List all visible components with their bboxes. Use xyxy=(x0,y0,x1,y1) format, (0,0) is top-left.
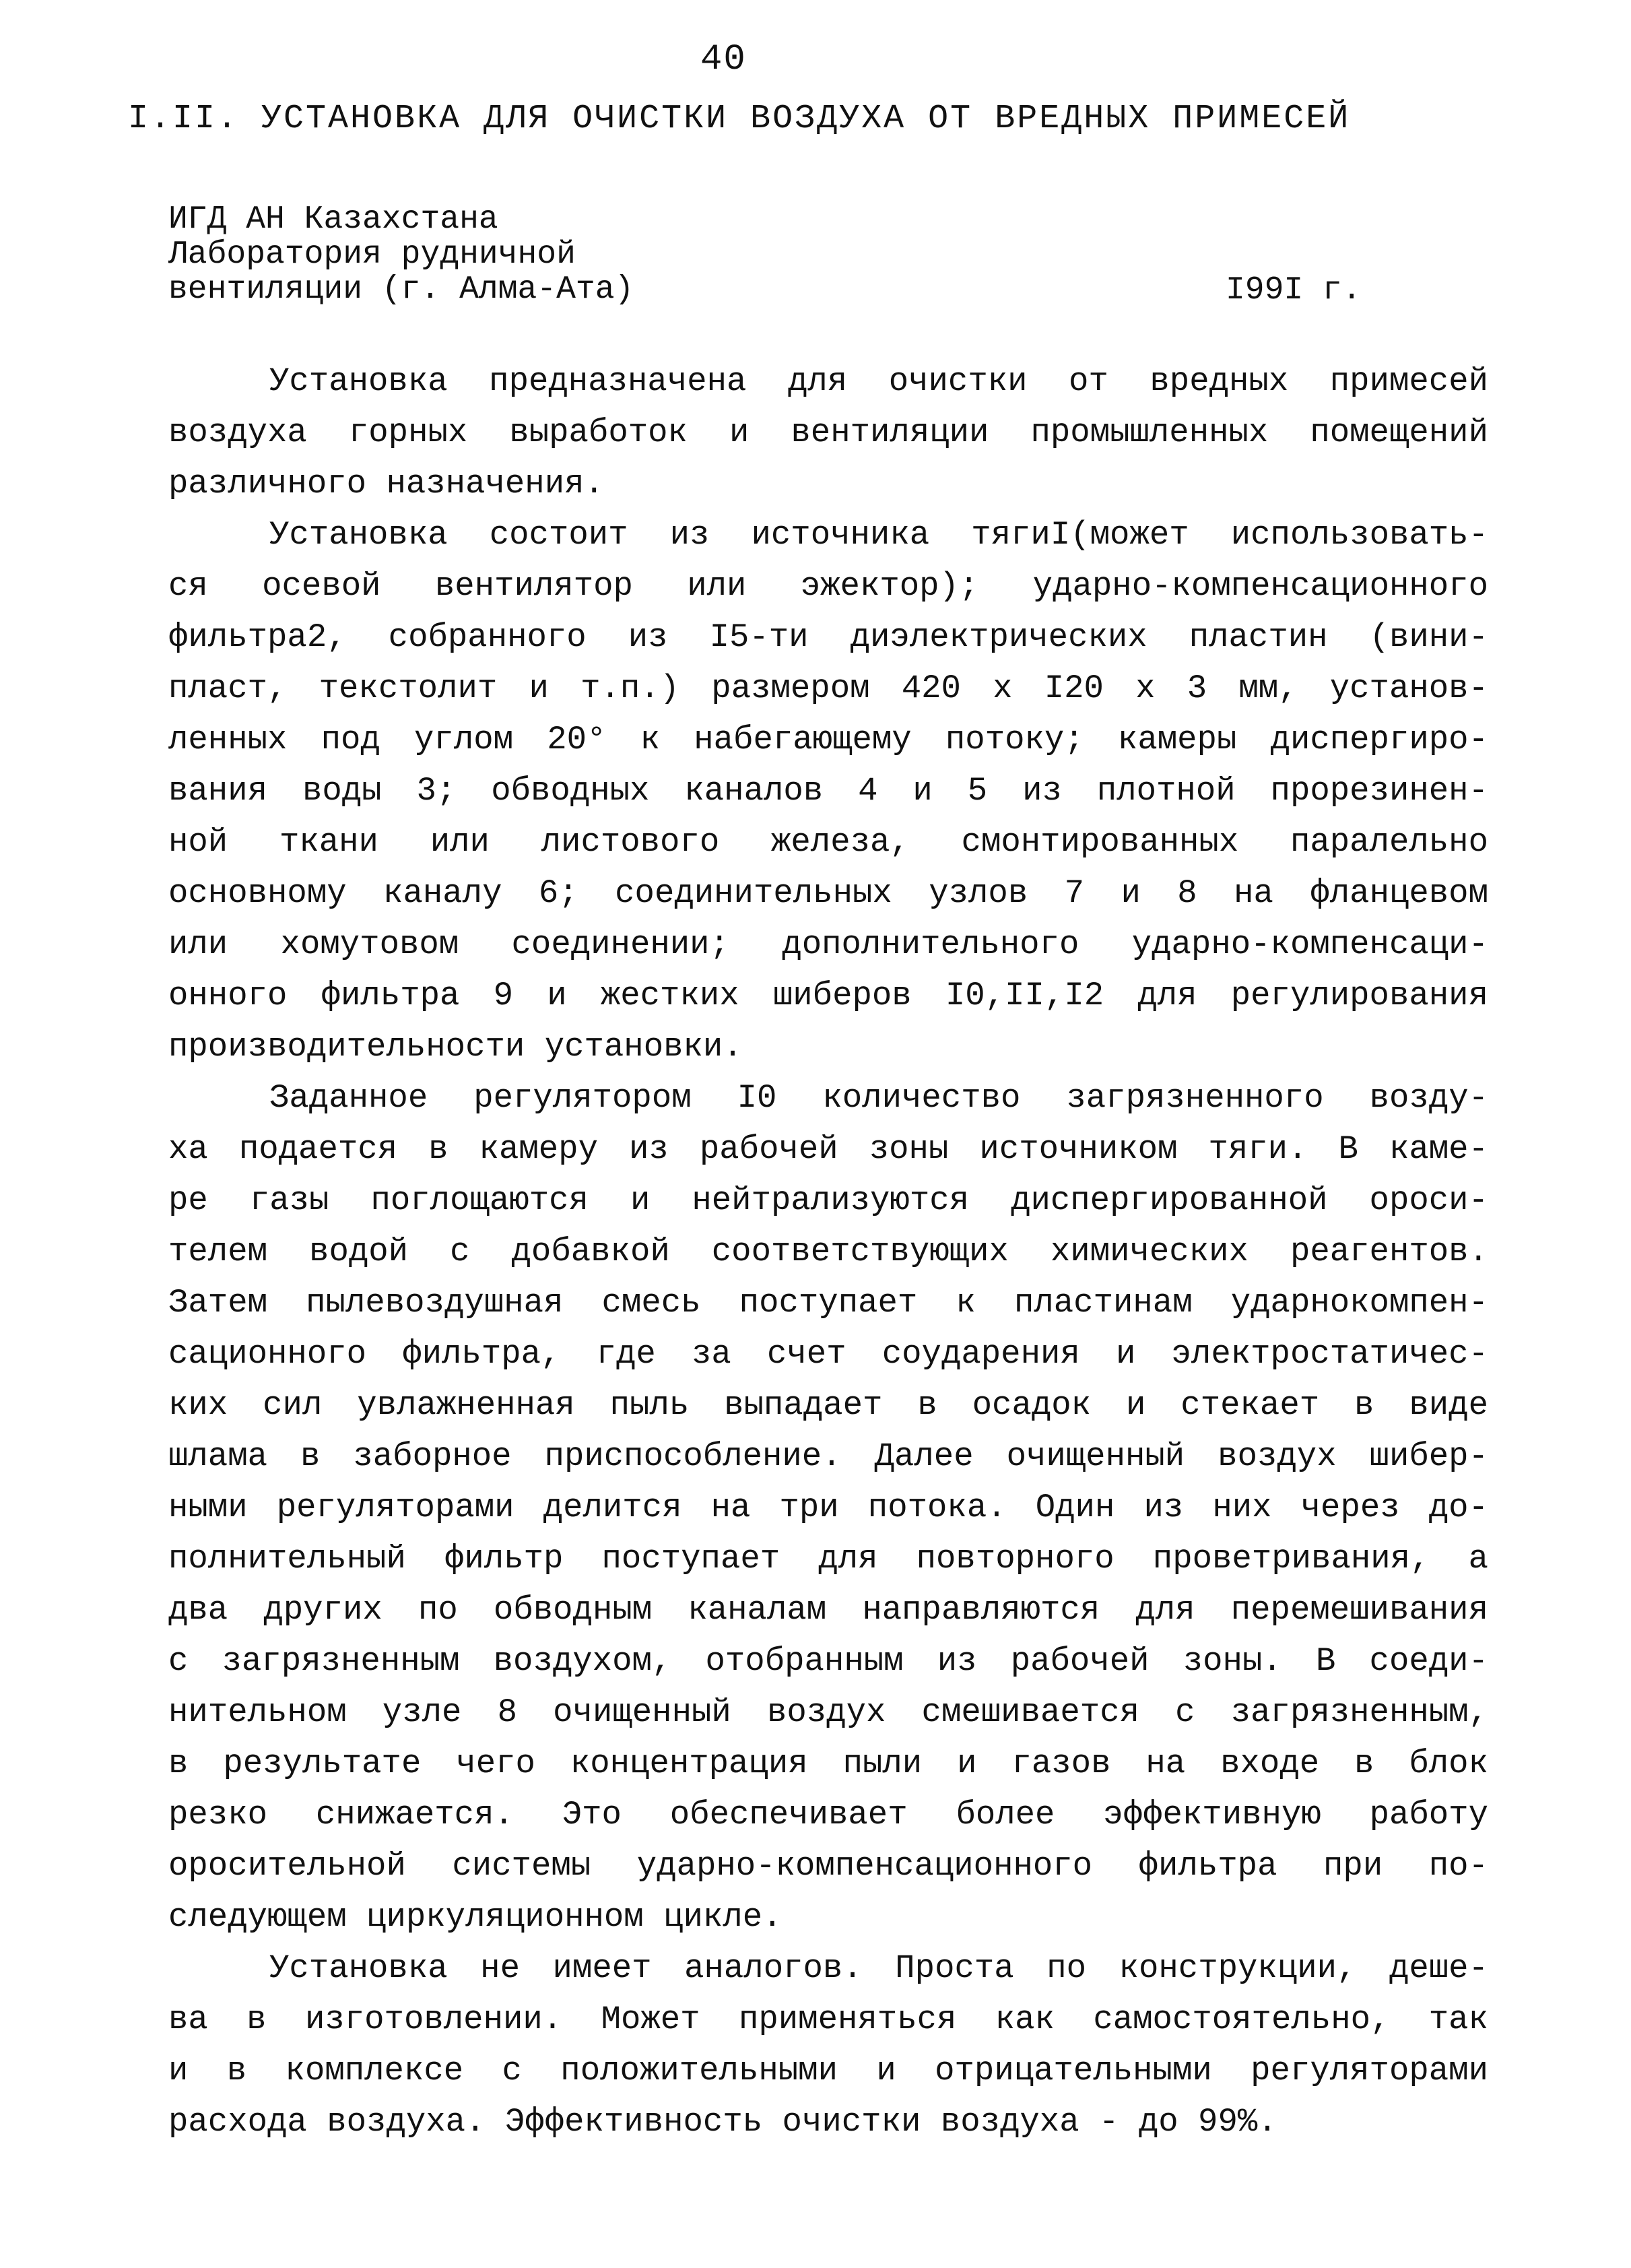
text-line: ре газы поглощаются и нейтрализуются диспергированной ороси- xyxy=(168,1181,1488,1219)
text-line: пласт, текстолит и т.п.) размером 420 х I20 х 3 мм, установ- xyxy=(168,670,1488,707)
text-line: телем водой с добавкой соответствующих химических реагентов. xyxy=(168,1233,1488,1270)
text-line: шлама в заборное приспособление. Далее очищенный воздух шибер- xyxy=(168,1437,1488,1475)
text-line: с загрязненным воздухом, отобранным из рабочей зоны. В соеди- xyxy=(168,1642,1488,1680)
affiliation-location: вентиляции (г. Алма-Ата) xyxy=(168,271,634,308)
paragraph-conclusion xyxy=(168,1943,1488,2147)
text-line: расхода воздуха. Эффективность очистки воздуха - до 99%. xyxy=(168,2103,1277,2141)
text-line: сационного фильтра, где за счет соударения и электростатичес- xyxy=(168,1335,1488,1373)
text-line: или хомутовом соединении; дополнительного ударно-компенсаци- xyxy=(168,926,1488,963)
text-line: Установка не имеет аналогов. Проста по конструкции, деше- xyxy=(269,1949,1488,1987)
text-line: ха подается в камеру из рабочей зоны источником тяги. В каме- xyxy=(168,1130,1488,1168)
text-line: воздуха горных выработок и вентиляции промышленных помещений xyxy=(168,414,1488,451)
text-line: онного фильтра 9 и жестких шиберов I0,II,I2 для регулирования xyxy=(168,977,1488,1014)
text-line: ными регуляторами делится на три потока. Один из них через до- xyxy=(168,1489,1488,1526)
text-line: следующем циркуляционном цикле. xyxy=(168,1898,783,1936)
text-line: фильтра2, собранного из I5-ти диэлектрических пластин (вини- xyxy=(168,618,1488,656)
text-line: Затем пылевоздушная смесь поступает к пластинам ударнокомпен- xyxy=(168,1284,1488,1322)
text-line: полнительный фильтр поступает для повторного проветривания, а xyxy=(168,1540,1488,1578)
paragraph-operation xyxy=(168,1072,1488,1943)
text-line: ся осевой вентилятор или эжектор); ударно-компенсационного xyxy=(168,567,1488,605)
text-line: два других по обводным каналам направляются для перемешивания xyxy=(168,1591,1488,1629)
paragraph-purpose xyxy=(168,356,1488,509)
text-line: основному каналу 6; соединительных узлов 7 и 8 на фланцевом xyxy=(168,874,1488,912)
text-line: Заданное регулятором I0 количество загрязненного возду- xyxy=(269,1079,1488,1117)
text-line: нительном узле 8 очищенный воздух смешивается с загрязненным, xyxy=(168,1693,1488,1731)
text-line: производительности установки. xyxy=(168,1028,743,1066)
affiliation-laboratory: Лаборатория рудничной xyxy=(168,236,576,273)
text-line: Установка предназначена для очистки от вредных примесей xyxy=(269,362,1488,400)
text-line: ленных под углом 20° к набегающему потоку; камеры диспергиро- xyxy=(168,721,1488,758)
text-line: оросительной системы ударно-компенсационного фильтра при по- xyxy=(168,1847,1488,1885)
affiliation-institute: ИГД АН Казахстана xyxy=(168,201,498,238)
page-number: 40 xyxy=(700,39,747,80)
affiliation-block xyxy=(168,202,634,307)
text-line: и в комплексе с положительными и отрицательными регуляторами xyxy=(168,2052,1488,2089)
paragraph-composition xyxy=(168,509,1488,1072)
text-line: в результате чего концентрация пыли и газов на входе в блок xyxy=(168,1745,1488,1782)
section-title: I.II. УСТАНОВКА ДЛЯ ОЧИСТКИ ВОЗДУХА ОТ ВРЕДНЫХ ПРИМЕСЕЙ xyxy=(128,100,1351,138)
text-line: ной ткани или листового железа, смонтированных паралельно xyxy=(168,823,1488,861)
text-line: вания воды 3; обводных каналов 4 и 5 из плотной прорезинен- xyxy=(168,772,1488,810)
text-line: различного назначения. xyxy=(168,465,604,503)
year: I99I г. xyxy=(1226,272,1362,309)
text-line: ва в изготовлении. Может применяться как самостоятельно, так xyxy=(168,2001,1488,2038)
body-text xyxy=(168,356,1488,2147)
text-line: Установка состоит из источника тягиI(может использовать- xyxy=(269,516,1488,554)
text-line: резко снижается. Это обеспечивает более эффективную работу xyxy=(168,1796,1488,1834)
text-line: ких сил увлажненная пыль выпадает в осадок и стекает в виде xyxy=(168,1386,1488,1424)
